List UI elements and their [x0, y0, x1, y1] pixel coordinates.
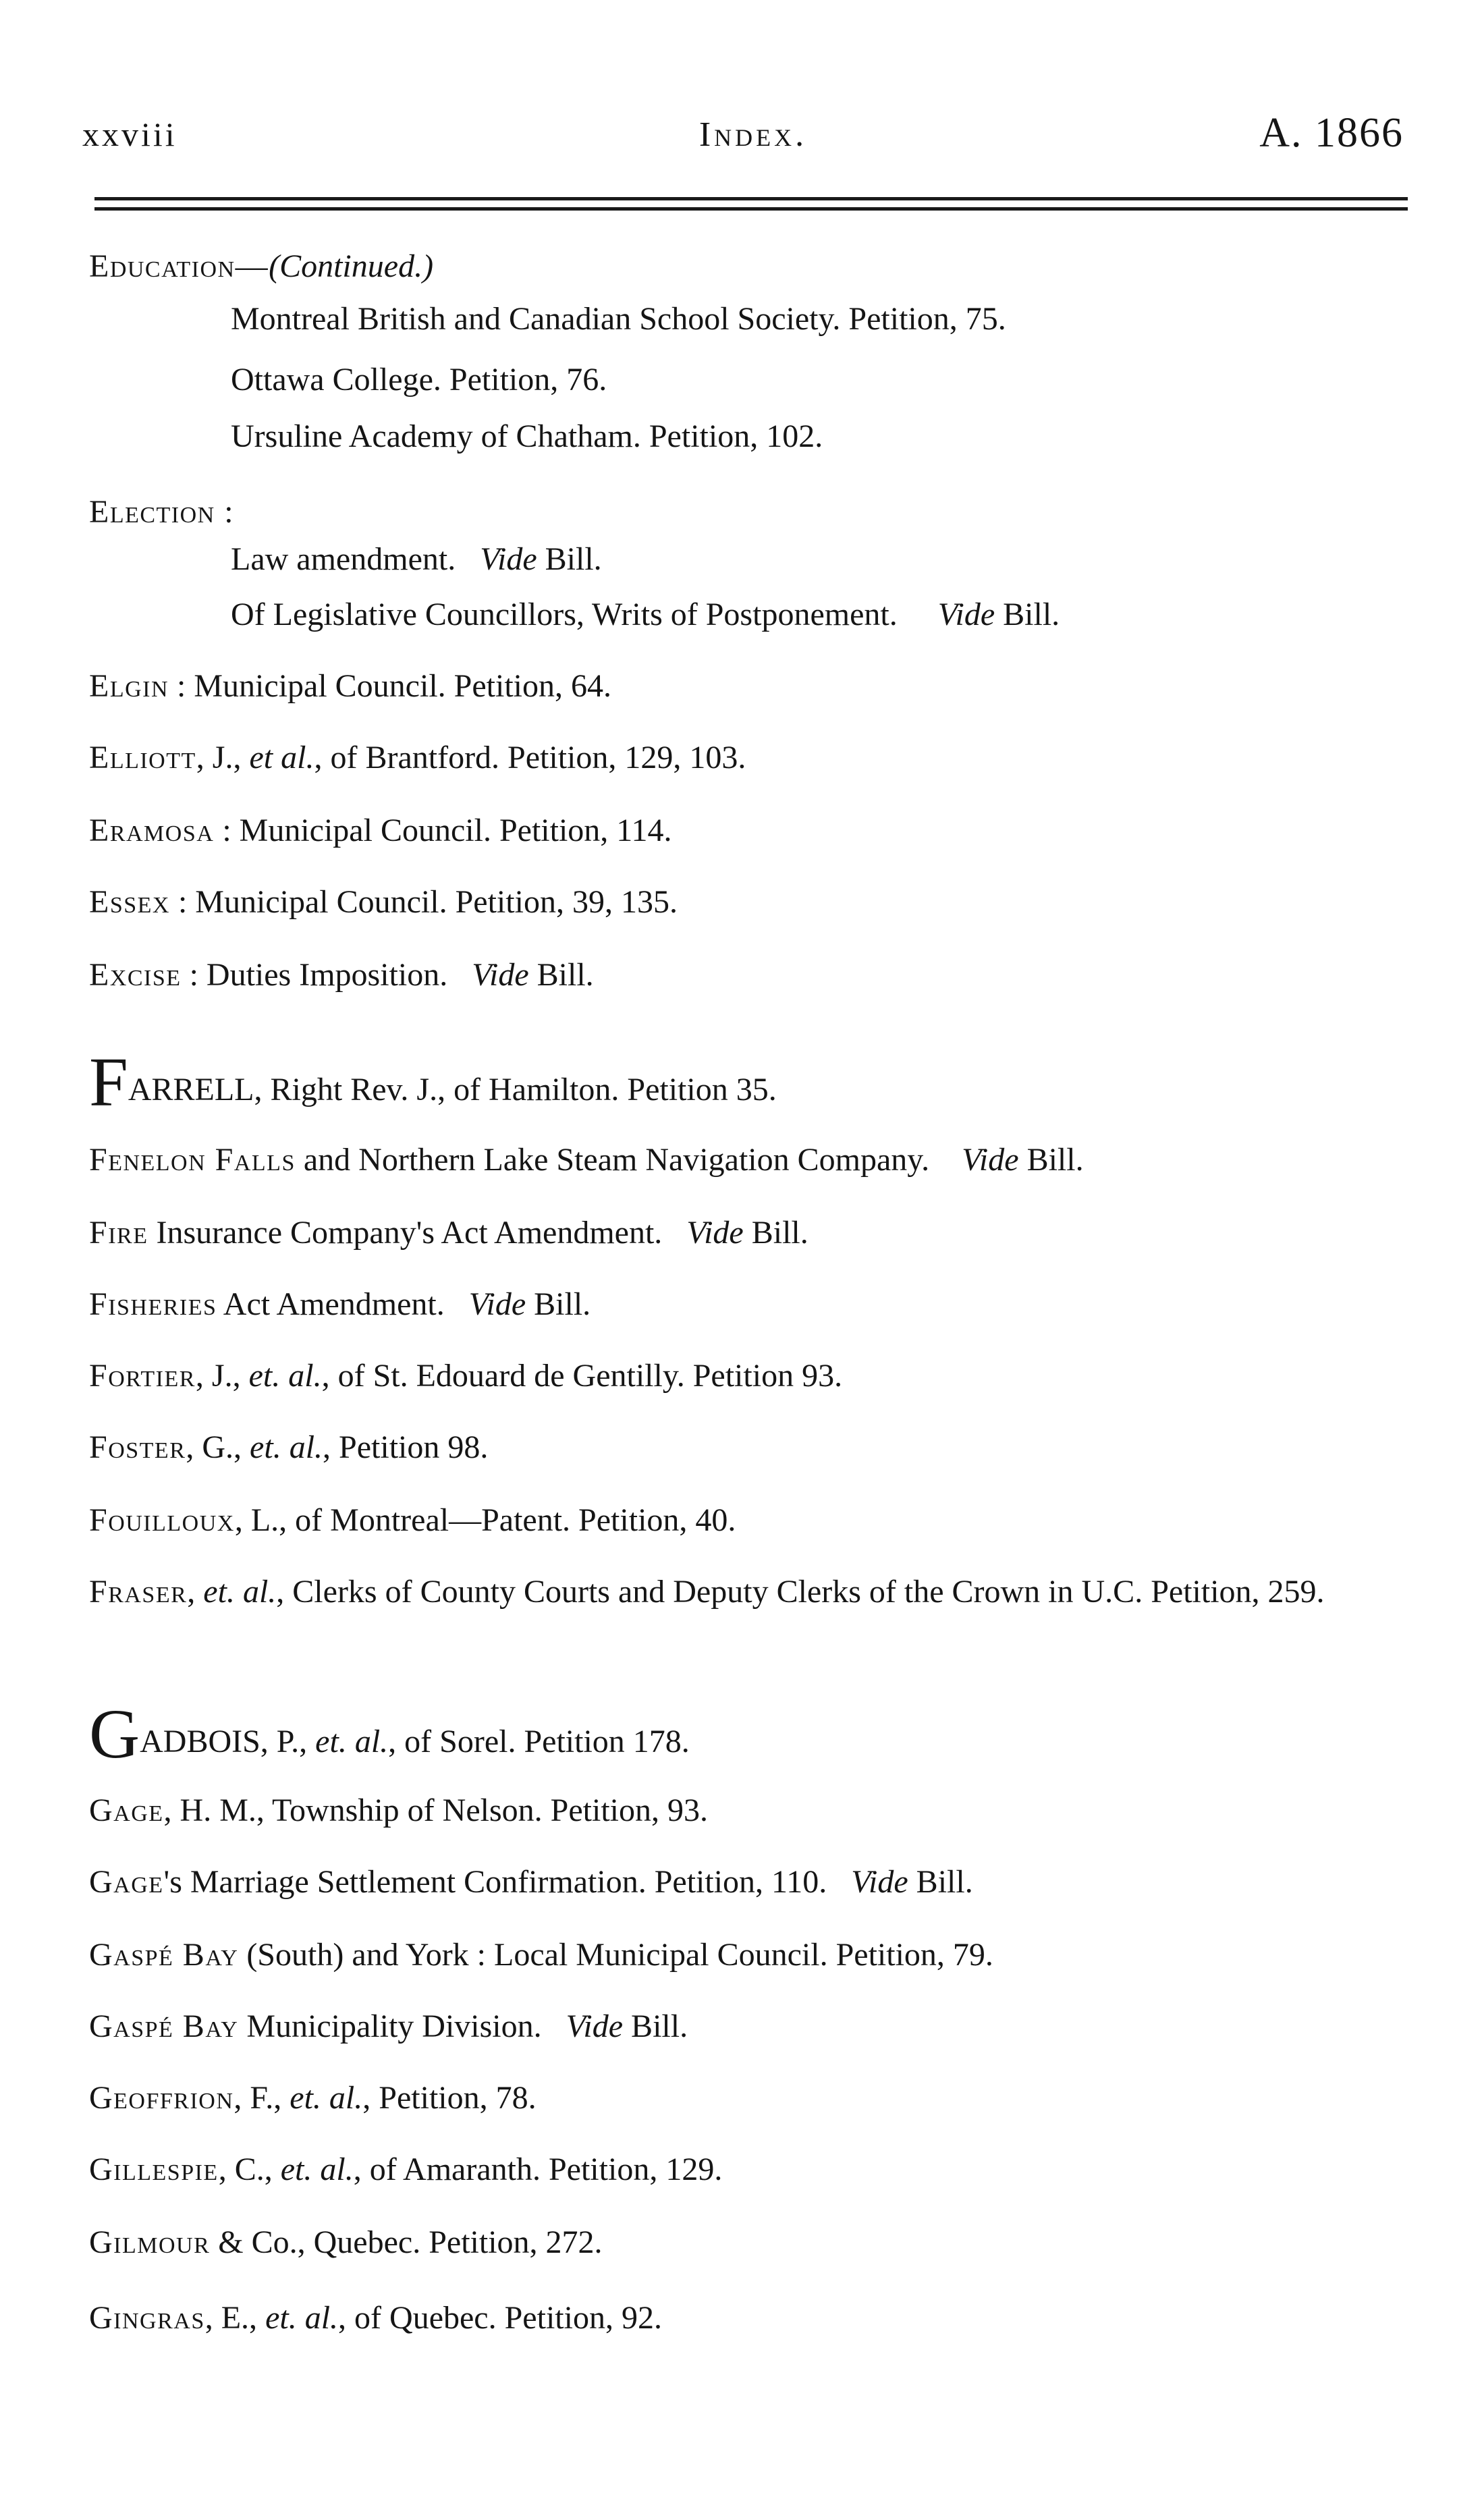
heading-key: Education— [89, 248, 269, 284]
entry-text: , Petition 98. [323, 1429, 489, 1465]
index-entry [89, 1792, 708, 1829]
index-entry [89, 1502, 736, 1539]
entry-text: , Petition, 78. [362, 2080, 537, 2116]
entry-text: : Municipal Council. Petition, 114. [214, 813, 672, 848]
vide-reference: Vide [480, 541, 537, 577]
et-al: et. al. [265, 2300, 339, 2336]
et-al: et. al. [315, 1724, 389, 1759]
index-entry [89, 1142, 1084, 1178]
et-al: et. al. [203, 1574, 277, 1610]
index-entry [89, 1358, 842, 1394]
vide-reference: Vide [468, 1286, 526, 1322]
bill-reference: Bill. [743, 1215, 808, 1251]
subentry-text: Law amendment. [231, 541, 456, 577]
index-entry [89, 1429, 488, 1466]
vide-reference: Vide [472, 957, 529, 993]
entry-key: Fire [89, 1215, 148, 1251]
index-entry [89, 2080, 537, 2116]
index-subentry [231, 362, 607, 398]
entry-text: , J., [196, 740, 250, 775]
entry-key: Gage [89, 1864, 164, 1900]
entry-text: , L., of Montreal—Patent. Petition, 40. [234, 1502, 736, 1538]
entry-key: ADBOIS [140, 1724, 260, 1759]
entry-text: : Municipal Council. Petition, 39, 135. [169, 884, 678, 920]
et-al: et. al. [248, 1358, 322, 1394]
entry-key: Geoffrion [89, 2080, 234, 2116]
section-drop-cap: G [89, 1695, 140, 1773]
index-entry [89, 2008, 688, 2045]
bill-reference: Bill. [908, 1864, 973, 1900]
entry-text: , of St. Edouard de Gentilly. Petition 93. [321, 1358, 843, 1394]
index-entry-fraser [89, 1574, 1419, 1610]
entry-key: Gillespie [89, 2152, 219, 2187]
page-number: xxviii [82, 115, 177, 153]
entry-text: 's Marriage Settlement Confirmation. Petition, 110. [163, 1864, 827, 1900]
index-entry [89, 2224, 603, 2261]
index-entry [89, 668, 611, 705]
entry-key: Excise [89, 957, 182, 993]
index-entry [89, 1215, 808, 1251]
entry-text: , C., [218, 2152, 281, 2187]
entry-text: , F., [234, 2080, 290, 2116]
index-entry [89, 813, 672, 849]
entry-key: Gilmour [89, 2224, 211, 2260]
subentry-text: Montreal British and Canadian School Society. Petition, 75. [231, 301, 1006, 337]
bill-reference: Bill. [537, 541, 602, 577]
subentry-text: Ottawa College. Petition, 76. [231, 362, 607, 398]
entry-key: Foster [89, 1429, 186, 1465]
entry-key: Fouilloux [89, 1502, 235, 1538]
index-subentry [231, 541, 602, 578]
entry-text: , E., [204, 2300, 266, 2336]
index-subentry [231, 418, 823, 455]
bill-reference: Bill. [528, 957, 594, 993]
et-al: et. al. [280, 2152, 354, 2187]
entry-key: Elliott [89, 740, 196, 775]
vide-reference: Vide [851, 1864, 908, 1900]
entry-text: , J., [195, 1358, 249, 1394]
entry-key: ARRELL [128, 1072, 254, 1107]
et-al: et. al. [290, 2080, 363, 2116]
index-entry [89, 884, 678, 921]
entry-text: and Northern Lake Steam Navigation Company. [295, 1142, 930, 1178]
index-subentry [231, 597, 1060, 633]
index-entry [89, 740, 746, 776]
entry-key: Fraser [89, 1574, 188, 1610]
entry-text: Insurance Company's Act Amendment. [148, 1215, 663, 1251]
entry-text: : Duties Imposition. [181, 957, 448, 993]
index-entry [89, 1286, 591, 1323]
index-heading-election [89, 494, 234, 530]
continued-label: (Continued.) [269, 248, 434, 284]
entry-text: , of Quebec. Petition, 92. [338, 2300, 662, 2336]
entry-text: , of Amaranth. Petition, 129. [353, 2152, 723, 2187]
index-entry [89, 1864, 973, 1900]
entry-key: Essex [89, 884, 170, 920]
subentry-text: Of Legislative Councillors, Writs of Postponement. [231, 597, 898, 632]
entry-key: Fenelon Falls [89, 1142, 296, 1178]
index-entry-farrell [89, 1043, 777, 1121]
entry-text: : Municipal Council. Petition, 64. [169, 668, 611, 704]
entry-text: , Right Rev. J., of Hamilton. Petition 35. [254, 1072, 777, 1107]
entry-text: (South) and York : Local Municipal Council. Petition, 79. [238, 1937, 993, 1973]
et-al: et. al. [250, 1429, 323, 1465]
index-heading-education [89, 248, 433, 285]
index-entry [89, 957, 594, 993]
index-entry-gadbois [89, 1695, 690, 1773]
heading-key: Election : [89, 494, 235, 530]
entry-text: , G., [186, 1429, 250, 1465]
bill-reference: Bill. [623, 2008, 688, 2044]
vide-reference: Vide [686, 1215, 744, 1251]
entry-text: , of Brantford. Petition, 129, 103. [314, 740, 746, 775]
running-title: Index. [698, 115, 808, 154]
entry-key: Gage [89, 1792, 164, 1828]
header-double-rule [94, 197, 1408, 211]
index-subentry [231, 301, 1006, 337]
entry-key: Gaspé Bay [89, 2008, 239, 2044]
bill-reference: Bill. [526, 1286, 591, 1322]
entry-text: , [187, 1574, 204, 1610]
page-header [82, 101, 1424, 175]
entry-key: Elgin [89, 668, 169, 704]
entry-key: Fisheries [89, 1286, 217, 1322]
et-al: et al. [249, 740, 314, 775]
bill-reference: Bill. [1018, 1142, 1084, 1178]
entry-text: , Clerks of County Courts and Deputy Clerks of the Crown in U.C. Petition, 259. [276, 1574, 1325, 1610]
entry-key: Eramosa [89, 813, 215, 848]
entry-text: Municipality Division. [238, 2008, 542, 2044]
subentry-text: Ursuline Academy of Chatham. Petition, 102. [231, 418, 823, 454]
entry-text: , P., [260, 1724, 316, 1759]
vide-reference: Vide [962, 1142, 1019, 1178]
entry-key: Gaspé Bay [89, 1937, 239, 1973]
section-drop-cap: F [89, 1043, 128, 1121]
entry-text: & Co., Quebec. Petition, 272. [210, 2224, 603, 2260]
index-entry [89, 2300, 662, 2336]
entry-text: Act Amendment. [217, 1286, 445, 1322]
vide-reference: Vide [937, 597, 995, 632]
index-entry [89, 1937, 993, 1973]
index-entry [89, 2152, 722, 2188]
entry-key: Gingras [89, 2300, 205, 2336]
entry-text: , of Sorel. Petition 178. [388, 1724, 690, 1759]
header-year: A. 1866 [1259, 110, 1404, 156]
entry-text: , H. M., Township of Nelson. Petition, 93. [163, 1792, 708, 1828]
vide-reference: Vide [566, 2008, 624, 2044]
bill-reference: Bill. [995, 597, 1060, 632]
entry-key: Fortier [89, 1358, 196, 1394]
